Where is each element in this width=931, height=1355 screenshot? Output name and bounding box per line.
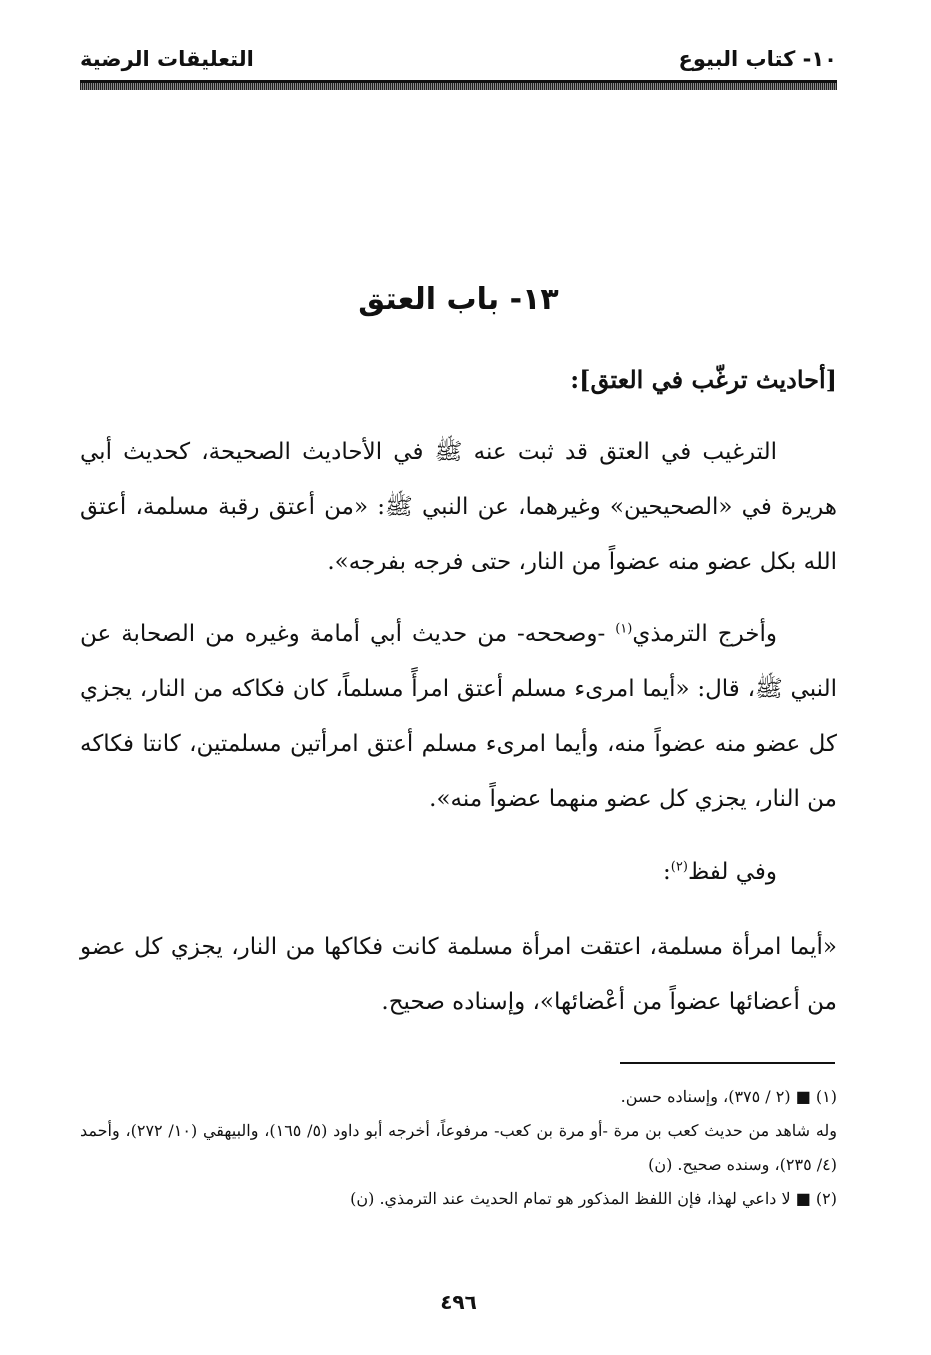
running-header xyxy=(80,44,837,84)
paragraph-3-start: وفي لفظ xyxy=(687,859,777,885)
paragraph-3 xyxy=(80,845,837,900)
paragraph-4: «أيما امرأة مسلمة، اعتقت امرأة مسلمة كانت فكاكها من النار، يجزي كل عضو من أعضائها عضواً من أعْضائها»، وإسناده صحيح. xyxy=(80,934,837,1015)
page-number: ٤٩٦ xyxy=(440,1290,477,1314)
paragraph-2 xyxy=(80,607,837,827)
paragraph-2-start: وأخرج الترمذي xyxy=(632,621,777,647)
footnotes xyxy=(80,1080,837,1216)
section-subheading: [أحاديث ترغّب في العتق]: xyxy=(570,365,837,394)
header-rule-line xyxy=(80,80,837,83)
footnote-separator xyxy=(620,1062,835,1064)
paragraph-2-rest: -وصححه- من حديث أبي أمامة وغيره من الصحابة عن النبي ﷺ، قال: «أيما امرىء مسلم أعتق امرأً مسلماً، كان فكاكه من النار، يجزي كل عضو منه عضواً منه، وأيما امرىء مسلم أعتق امرأتين مسلمتين، كانتا فكاكه من النار، يجزي كل عضو منهما عضواً منه». xyxy=(80,621,837,812)
footnote-ref-1: (١) xyxy=(615,621,633,637)
paragraph-3-rest: : xyxy=(663,859,671,885)
footnote-1: (١) ■ (٢ / ٣٧٥)، وإسناده حسن. xyxy=(620,1087,837,1106)
chapter-title: ١٣- باب العتق xyxy=(358,282,559,317)
paragraph-1: الترغيب في العتق قد ثبت عنه ﷺ في الأحاديث الصحيحة، كحديث أبي هريرة في «الصحيحين» وغيرهما، عن النبي ﷺ: «من أعتق رقبة مسلمة، أعتق الله بكل عضو منه عضواً من النار، حتى فرجه بفرجه». xyxy=(80,439,837,575)
chapter-running-title: ١٠- كتاب البيوع xyxy=(678,47,837,71)
footnote-1-continuation: وله شاهد من حديث كعب بن مرة -أو مرة بن كعب- مرفوعاً، أخرجه أبو داود (٥/ ١٦٥)، والبيهقي (١٠/ ٢٧٢)، وأحمد (٤/ ٢٣٥)، وسنده صحيح. (ن) xyxy=(80,1121,837,1174)
footnote-ref-2: (٢) xyxy=(670,859,688,875)
footnote-2: (٢) ■ لا داعي لهذا، فإن اللفظ المذكور هو تمام الحديث عند الترمذي. (ن) xyxy=(350,1189,837,1208)
book-running-title: التعليقات الرضية xyxy=(80,47,254,71)
